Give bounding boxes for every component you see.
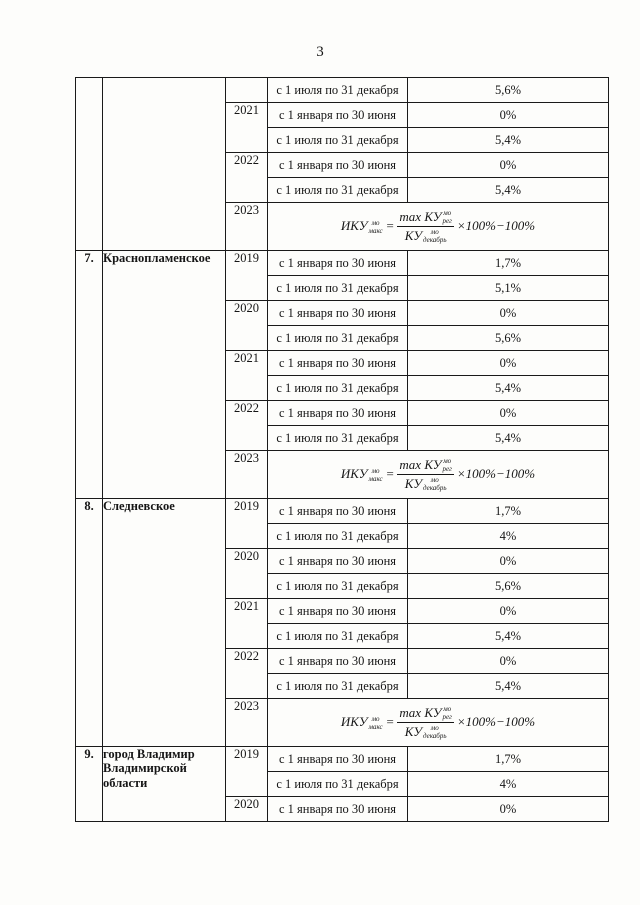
period-cell: с 1 января по 30 июня (268, 401, 408, 426)
value-cell: 5,6% (408, 326, 609, 351)
year-cell: 2023 (226, 203, 268, 251)
formula-num-indices (443, 209, 452, 225)
formula-lhs-sup: мо (371, 466, 380, 475)
table-row (76, 747, 609, 772)
formula-num-sup: мо (443, 457, 452, 465)
table-row (76, 499, 609, 524)
formula-denominator (403, 475, 449, 492)
period-cell: с 1 июля по 31 декабря (268, 574, 408, 599)
formula-denominator (403, 227, 449, 244)
period-cell: с 1 июля по 31 декабря (268, 674, 408, 699)
period-cell: с 1 июля по 31 декабря (268, 426, 408, 451)
formula-num-sub: рег (442, 713, 452, 721)
formula-lhs-main: ИКУ (340, 218, 368, 234)
municipality-number (76, 78, 103, 251)
formula-num-main: max КУ (399, 208, 442, 224)
formula-tail: ×100%−100% (456, 218, 536, 234)
municipality-number: 9. (76, 747, 103, 822)
formula-lhs-indices (369, 219, 383, 235)
formula-fraction (397, 457, 453, 492)
year-cell: 2019 (226, 499, 268, 549)
value-cell: 5,4% (408, 426, 609, 451)
period-cell: с 1 января по 30 июня (268, 549, 408, 574)
value-cell: 0% (408, 549, 609, 574)
period-cell: с 1 июля по 31 декабря (268, 78, 408, 103)
value-cell: 1,7% (408, 747, 609, 772)
period-cell: с 1 июля по 31 декабря (268, 178, 408, 203)
value-cell: 0% (408, 351, 609, 376)
value-cell: 0% (408, 153, 609, 178)
municipality-name (103, 78, 226, 251)
period-cell: с 1 января по 30 июня (268, 103, 408, 128)
period-cell: с 1 января по 30 июня (268, 251, 408, 276)
period-cell: с 1 января по 30 июня (268, 351, 408, 376)
formula-lhs-sub: макс (368, 226, 383, 235)
year-cell: 2022 (226, 401, 268, 451)
year-cell (226, 78, 268, 103)
value-cell: 4% (408, 524, 609, 549)
period-cell: с 1 июля по 31 декабря (268, 376, 408, 401)
formula-lhs-sup: мо (371, 218, 380, 227)
formula (341, 705, 535, 740)
value-cell: 0% (408, 599, 609, 624)
formula-denominator (403, 723, 449, 740)
formula-den-main: КУ (404, 723, 422, 739)
year-cell: 2021 (226, 351, 268, 401)
year-cell: 2021 (226, 599, 268, 649)
formula-den-sup: мо (430, 476, 439, 484)
municipality-number: 8. (76, 499, 103, 747)
period-cell: с 1 января по 30 июня (268, 499, 408, 524)
year-cell: 2022 (226, 153, 268, 203)
formula-den-indices (423, 724, 447, 740)
year-cell: 2023 (226, 699, 268, 747)
formula-lhs-sup: мо (371, 714, 380, 723)
table-row (76, 251, 609, 276)
municipality-name: город Владимир Владимирской области (103, 747, 226, 822)
year-cell: 2019 (226, 251, 268, 301)
formula-fraction (397, 705, 453, 740)
period-cell: с 1 июля по 31 декабря (268, 624, 408, 649)
formula-cell (268, 203, 609, 251)
formula-den-main: КУ (404, 227, 422, 243)
value-cell: 5,6% (408, 78, 609, 103)
formula-equals: = (385, 466, 395, 482)
period-cell: с 1 января по 30 июня (268, 301, 408, 326)
value-cell: 4% (408, 772, 609, 797)
value-cell: 0% (408, 301, 609, 326)
value-cell: 5,4% (408, 178, 609, 203)
formula-lhs-main: ИКУ (340, 466, 368, 482)
formula-numerator (397, 457, 453, 475)
formula (341, 457, 535, 492)
formula-lhs (341, 467, 383, 483)
formula-equals: = (385, 714, 395, 730)
formula-den-sub: декабрь (422, 732, 447, 740)
value-cell: 5,4% (408, 674, 609, 699)
page-number: 3 (316, 44, 324, 60)
formula-lhs-indices (369, 467, 383, 483)
table-row (76, 78, 609, 103)
value-cell: 5,4% (408, 128, 609, 153)
formula-lhs-indices (369, 715, 383, 731)
tariff-index-table (75, 77, 609, 822)
value-cell: 0% (408, 649, 609, 674)
formula-numerator (397, 209, 453, 227)
year-cell: 2021 (226, 103, 268, 153)
formula-num-indices (443, 457, 452, 473)
formula-cell (268, 451, 609, 499)
formula-num-indices (443, 705, 452, 721)
formula-numerator (397, 705, 453, 723)
formula-den-main: КУ (404, 475, 422, 491)
value-cell: 5,4% (408, 376, 609, 401)
formula-fraction (397, 209, 453, 244)
period-cell: с 1 января по 30 июня (268, 797, 408, 822)
year-cell: 2020 (226, 549, 268, 599)
value-cell: 5,6% (408, 574, 609, 599)
formula-tail: ×100%−100% (456, 466, 536, 482)
municipality-number: 7. (76, 251, 103, 499)
formula-num-sup: мо (443, 209, 452, 217)
municipality-name: Краснопламенское (103, 251, 226, 499)
value-cell: 0% (408, 797, 609, 822)
period-cell: с 1 июля по 31 декабря (268, 772, 408, 797)
year-cell: 2019 (226, 747, 268, 797)
period-cell: с 1 января по 30 июня (268, 153, 408, 178)
year-cell: 2022 (226, 649, 268, 699)
period-cell: с 1 июля по 31 декабря (268, 326, 408, 351)
period-cell: с 1 июля по 31 декабря (268, 128, 408, 153)
formula-num-sub: рег (442, 217, 452, 225)
formula-den-sub: декабрь (422, 484, 447, 492)
formula-lhs (341, 715, 383, 731)
value-cell: 1,7% (408, 499, 609, 524)
formula-den-indices (423, 476, 447, 492)
municipality-name: Следневское (103, 499, 226, 747)
formula-num-sub: рег (442, 465, 452, 473)
period-cell: с 1 января по 30 июня (268, 649, 408, 674)
value-cell: 5,1% (408, 276, 609, 301)
year-cell: 2020 (226, 797, 268, 822)
formula-den-sub: декабрь (422, 236, 447, 244)
period-cell: с 1 января по 30 июня (268, 747, 408, 772)
formula-tail: ×100%−100% (456, 714, 536, 730)
formula-den-sup: мо (430, 228, 439, 236)
period-cell: с 1 июля по 31 декабря (268, 276, 408, 301)
value-cell: 1,7% (408, 251, 609, 276)
formula-lhs-sub: макс (368, 722, 383, 731)
formula-cell (268, 699, 609, 747)
value-cell: 0% (408, 103, 609, 128)
formula-num-main: max КУ (399, 456, 442, 472)
formula-num-main: max КУ (399, 704, 442, 720)
year-cell: 2020 (226, 301, 268, 351)
formula-den-sup: мо (430, 724, 439, 732)
formula-lhs-main: ИКУ (340, 714, 368, 730)
formula-lhs-sub: макс (368, 474, 383, 483)
year-cell: 2023 (226, 451, 268, 499)
value-cell: 0% (408, 401, 609, 426)
value-cell: 5,4% (408, 624, 609, 649)
formula-den-indices (423, 228, 447, 244)
formula-lhs (341, 219, 383, 235)
period-cell: с 1 июля по 31 декабря (268, 524, 408, 549)
formula-num-sup: мо (443, 705, 452, 713)
formula-equals: = (385, 218, 395, 234)
period-cell: с 1 января по 30 июня (268, 599, 408, 624)
formula (341, 209, 535, 244)
